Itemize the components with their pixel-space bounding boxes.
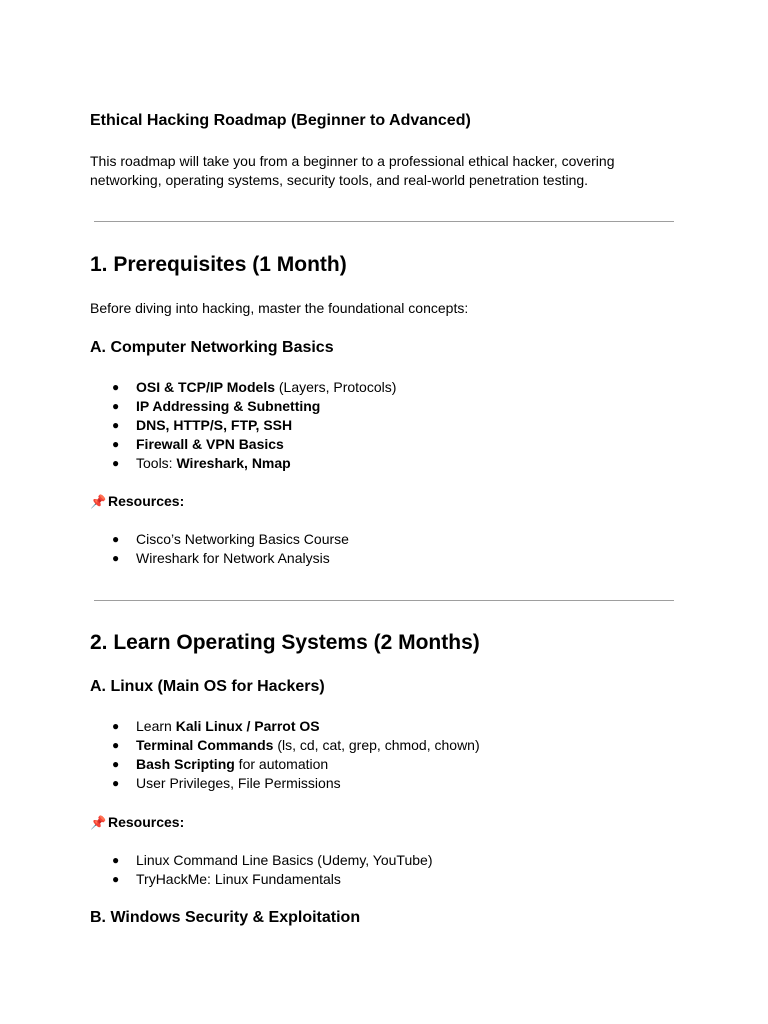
section-heading-operating-systems: 2. Learn Operating Systems (2 Months): [90, 631, 480, 654]
divider: [94, 600, 674, 601]
list-item-text: (Layers, Protocols): [275, 379, 397, 395]
list-item: [112, 717, 480, 736]
list-item-text: Tools:: [136, 455, 177, 471]
section-heading-prerequisites: 1. Prerequisites (1 Month): [90, 253, 347, 276]
list-item: [112, 870, 432, 889]
linux-topics-list: [112, 717, 480, 793]
list-item-text: Linux Command Line Basics (Udemy, YouTube): [136, 852, 433, 868]
list-item: [112, 774, 480, 793]
subsection-heading-networking: A. Computer Networking Basics: [90, 339, 334, 356]
bullet-icon: ●: [112, 872, 120, 886]
list-item-text: Learn: [136, 718, 176, 734]
list-item-bold: DNS, HTTP/S, FTP, SSH: [136, 417, 293, 433]
bullet-icon: ●: [112, 853, 120, 867]
list-item: [112, 454, 396, 473]
list-item-text: Wireshark for Network Analysis: [136, 550, 330, 566]
resources-label-text: Resources:: [108, 814, 185, 830]
list-item: [112, 530, 349, 549]
list-item: [112, 736, 480, 755]
bullet-icon: ●: [112, 380, 120, 394]
bullet-icon: ●: [112, 456, 120, 470]
bullet-icon: ●: [112, 757, 120, 771]
subsection-heading-linux: A. Linux (Main OS for Hackers): [90, 678, 325, 695]
bullet-icon: ●: [112, 719, 120, 733]
list-item-bold: Terminal Commands: [136, 737, 274, 753]
list-item: [112, 397, 396, 416]
list-item: [112, 416, 396, 435]
divider: [94, 221, 674, 222]
subsection-heading-windows: B. Windows Security & Exploitation: [90, 909, 361, 926]
list-item-text: User Privileges, File Permissions: [136, 775, 341, 791]
pushpin-icon: 📌: [90, 494, 107, 509]
list-item: [112, 435, 396, 454]
intro-paragraph: This roadmap will take you from a beginner to a professional ethical hacker, covering networking, operating systems, security tools, and real-world penetration testing.: [90, 153, 615, 188]
networking-resources-list: [112, 530, 349, 568]
bullet-icon: ●: [112, 776, 120, 790]
section-intro: Before diving into hacking, master the foundational concepts:: [90, 300, 469, 316]
networking-topics-list: [112, 378, 396, 473]
list-item: [112, 378, 396, 397]
bullet-icon: ●: [112, 738, 120, 752]
resources-label-text: Resources:: [108, 493, 185, 509]
linux-resources-list: [112, 851, 432, 889]
list-item-text: (ls, cd, cat, grep, chmod, chown): [273, 737, 480, 753]
list-item-text: for automation: [234, 756, 329, 772]
resources-label: [90, 492, 184, 511]
list-item-bold: IP Addressing & Subnetting: [136, 398, 321, 414]
list-item-bold: Wireshark, Nmap: [176, 455, 291, 471]
list-item-text: Cisco’s Networking Basics Course: [136, 531, 349, 547]
list-item-bold: Bash Scripting: [136, 756, 235, 772]
list-item: [112, 851, 432, 870]
list-item-text: TryHackMe: Linux Fundamentals: [136, 871, 341, 887]
pushpin-icon: 📌: [90, 815, 107, 830]
bullet-icon: ●: [112, 437, 120, 451]
document-title: Ethical Hacking Roadmap (Beginner to Advanced): [90, 112, 471, 129]
list-item-bold: Kali Linux / Parrot OS: [175, 718, 320, 734]
list-item: [112, 755, 480, 774]
bullet-icon: ●: [112, 532, 120, 546]
list-item: [112, 549, 349, 568]
list-item-bold: OSI & TCP/IP Models: [136, 379, 275, 395]
bullet-icon: ●: [112, 399, 120, 413]
bullet-icon: ●: [112, 551, 120, 565]
resources-label: [90, 813, 184, 832]
list-item-bold: Firewall & VPN Basics: [136, 436, 284, 452]
bullet-icon: ●: [112, 418, 120, 432]
